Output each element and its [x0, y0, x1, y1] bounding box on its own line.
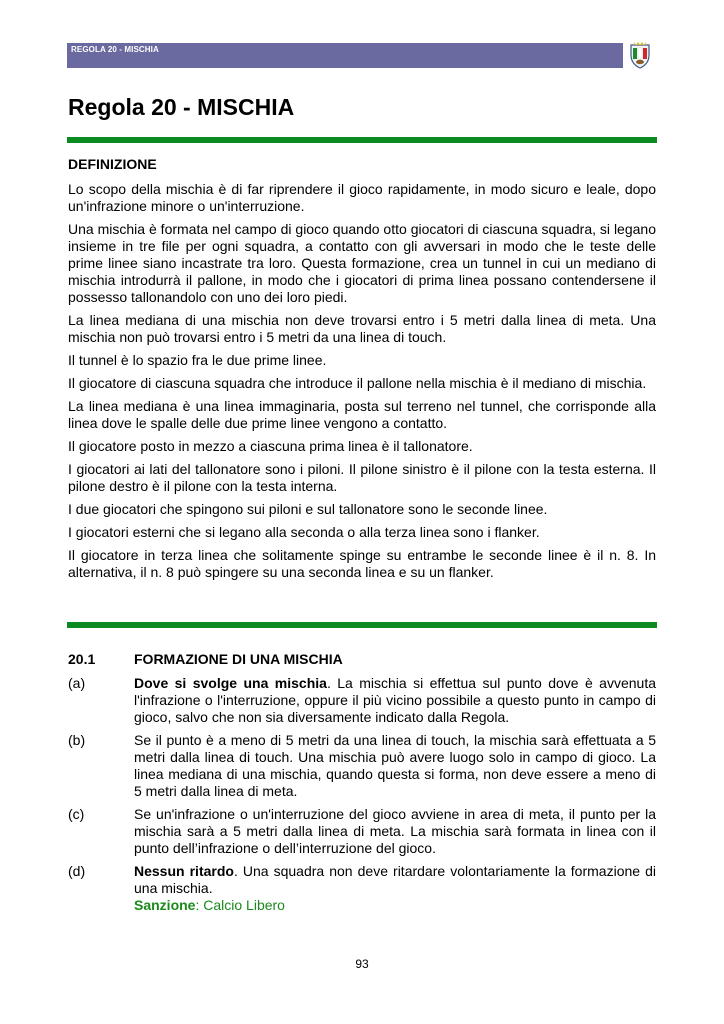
federation-crest-icon: [628, 41, 652, 69]
clause-text: . La mischia si effettua sul punto dove è avvenuta l'infrazione o l'interruzione, oppure il più vicino possibile a questo punto in campo di gioco, salvo che non sia diversamente indicato dalla Regola.: [134, 675, 656, 725]
clause-text: Se il punto è a meno di 5 metri da una linea di touch, la mischia sarà effettuata a 5 metri dalla linea di touch. Una mischia può avere luogo solo in campo di gioco. La linea mediana di una mischia, quando questa si forma, non deve essere a meno di 5 metri dalla linea di meta.: [134, 732, 656, 799]
definition-paragraph: Il giocatore posto in mezzo a ciascuna prima linea è il tallonatore.: [68, 438, 473, 454]
definition-paragraph: I giocatori esterni che si legano alla seconda o alla terza linea sono i flanker.: [68, 524, 540, 540]
clause-d: [68, 863, 656, 914]
sanction-label: Sanzione: [134, 897, 196, 913]
definition-paragraph: I due giocatori che spingono sui piloni e sul tallonatore sono le seconde linee.: [68, 501, 548, 517]
section-20-1: [68, 651, 656, 920]
definition-paragraph: I giocatori ai lati del tallonatore sono i piloni. Il pilone sinistro è il pilone con la testa esterna. Il pilone destro è il pilone con la testa interna.: [68, 461, 656, 494]
clause-label: (b): [68, 732, 86, 748]
section-divider-bottom: [67, 622, 657, 628]
running-header-title: REGOLA 20 - MISCHIA: [71, 45, 159, 54]
definition-paragraph: Lo scopo della mischia è di far riprendere il gioco rapidamente, in modo sicuro e leale, dopo un'infrazione minore o un'interruzione.: [68, 181, 656, 214]
section-title: FORMAZIONE DI UNA MISCHIA: [134, 651, 343, 667]
definition-paragraph: Il tunnel è lo spazio fra le due prime linee.: [68, 352, 327, 368]
clause-a: [68, 675, 656, 726]
definition-paragraph: Il giocatore di ciascuna squadra che introduce il pallone nella mischia è il mediano di mischia.: [68, 375, 647, 391]
running-header-bar: [67, 43, 623, 68]
section-divider-top: [67, 137, 657, 143]
definition-paragraph: Il giocatore in terza linea che solitamente spinge su entrambe le seconde linee è il n. 8. In alternativa, il n. 8 può spingere su una seconda linea e su un flanker.: [68, 547, 656, 580]
page-title: Regola 20 - MISCHIA: [68, 94, 295, 120]
clause-label: (a): [68, 675, 86, 691]
sanction-text: : Calcio Libero: [195, 897, 285, 913]
definition-paragraph: La linea mediana è una linea immaginaria, posta sul terreno nel tunnel, che corrisponde alla linea dove le spalle delle due prime linee vengono a contatto.: [68, 398, 656, 431]
definition-heading: DEFINIZIONE: [68, 156, 157, 172]
clause-text: Se un'infrazione o un'interruzione del gioco avviene in area di meta, il punto per la mischia sarà a 5 metri dalla linea di meta. La mischia sarà formata in linea con il punto dell’infrazione o dell’interruzione del gioco.: [134, 806, 656, 856]
clause-label: (c): [68, 806, 85, 822]
page-number: 93: [355, 957, 369, 971]
definition-paragraph: La linea mediana di una mischia non deve trovarsi entro i 5 metri dalla linea di meta. Una mischia non può trovarsi entro i 5 metri da una linea di touch.: [68, 312, 656, 345]
clause-bold-lead: Nessun ritardo: [134, 863, 234, 879]
definition-block: [68, 156, 656, 587]
sanction-line: [134, 897, 656, 914]
clause-c: [68, 806, 656, 857]
clause-bold-lead: Dove si svolge una mischia: [134, 675, 327, 691]
definition-paragraph: Una mischia è formata nel campo di gioco quando otto giocatori di ciascuna squadra, si legano insieme in tre file per ogni squadra, a contatto con gli avversari in modo che le teste delle prime linee siano incastrate tra loro. Questa formazione, crea un tunnel in cui un mediano di mischia introdurrà il pallone, in modo che i giocatori di prima linea possano contendersene il possesso tallonandolo con uno dei loro piedi.: [68, 221, 656, 305]
clause-text: . Una squadra non deve ritardare volontariamente la formazione di una mischia.: [134, 863, 656, 896]
clause-label: (d): [68, 863, 86, 879]
section-heading: [68, 651, 656, 668]
clause-b: [68, 732, 656, 800]
section-number: 20.1: [68, 651, 96, 667]
